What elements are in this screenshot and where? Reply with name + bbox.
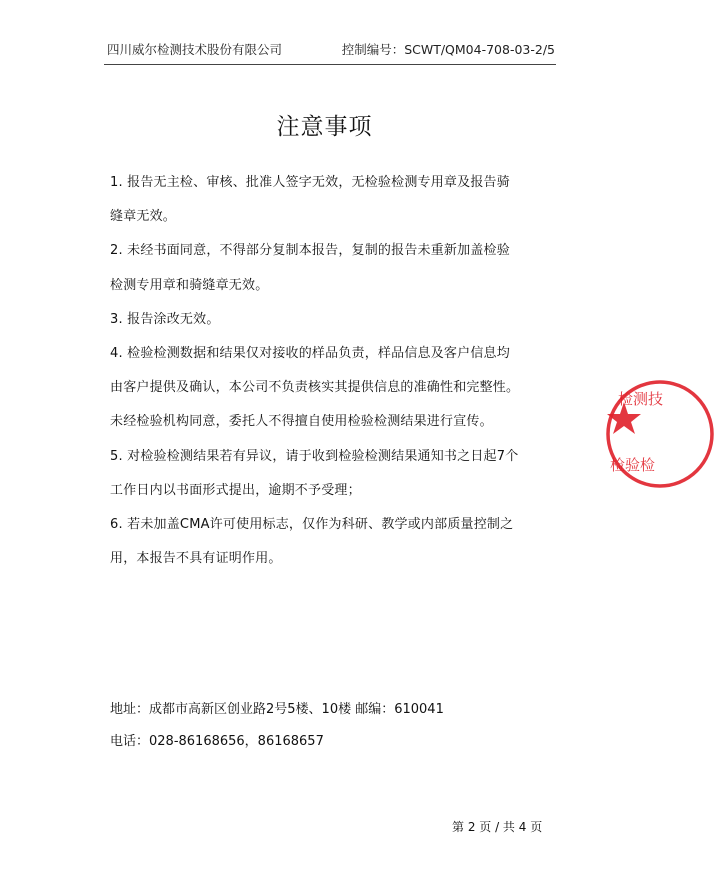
note-item bbox=[110, 440, 554, 508]
note-line: 缝章无效。 bbox=[110, 209, 177, 225]
page-number: 第 2 页 / 共 4 页 bbox=[452, 820, 543, 834]
note-line: 1. 报告无主检、审核、批准人签字无效，无检验检测专用章及报告骑 bbox=[110, 175, 510, 190]
note-line: 检测专用章和骑缝章无效。 bbox=[110, 277, 269, 293]
note-item bbox=[110, 234, 554, 302]
note-item bbox=[110, 166, 554, 234]
note-item bbox=[110, 303, 554, 337]
note-line: 由客户提供及确认，本公司不负责核实其提供信息的准确性和完整性。 bbox=[110, 380, 520, 396]
page-title: 注意事项 bbox=[276, 114, 373, 140]
svg-text:检测技: 检测技 bbox=[618, 390, 664, 408]
contact-info bbox=[110, 694, 550, 758]
notes-list bbox=[110, 166, 554, 576]
official-seal-stamp bbox=[600, 374, 720, 494]
note-line: 6. 若未加盖CMA许可使用标志，仅作为科研、教学或内部质量控制之 bbox=[110, 517, 514, 533]
address-line: 地址：成都市高新区创业路2号5楼、10楼 邮编：610041 bbox=[110, 702, 444, 717]
header-divider bbox=[104, 64, 556, 65]
note-item bbox=[110, 337, 554, 440]
note-line: 未经检验机构同意，委托人不得擅自使用检验检测结果进行宣传。 bbox=[110, 414, 493, 430]
phone-line: 电话：028-86168656，86168657 bbox=[110, 734, 324, 749]
header-control-number: 控制编号：SCWT/QM04-708-03-2/5 bbox=[341, 42, 555, 57]
note-line: 5. 对检验检测结果若有异议，请于收到检验检测结果通知书之日起7个 bbox=[110, 448, 519, 464]
note-line: 用，本报告不具有证明作用。 bbox=[110, 551, 282, 567]
svg-text:检验检: 检验检 bbox=[610, 456, 656, 474]
note-line: 工作日内以书面形式提出，逾期不予受理； bbox=[110, 482, 361, 498]
note-item bbox=[110, 508, 554, 576]
note-line: 4. 检验检测数据和结果仅对接收的样品负责，样品信息及客户信息均 bbox=[110, 346, 510, 362]
header-company-name: 四川威尔检测技术股份有限公司 bbox=[107, 42, 283, 57]
note-line: 2. 未经书面同意，不得部分复制本报告，复制的报告未重新加盖检验 bbox=[110, 243, 510, 259]
note-line: 3. 报告涂改无效。 bbox=[110, 311, 220, 327]
